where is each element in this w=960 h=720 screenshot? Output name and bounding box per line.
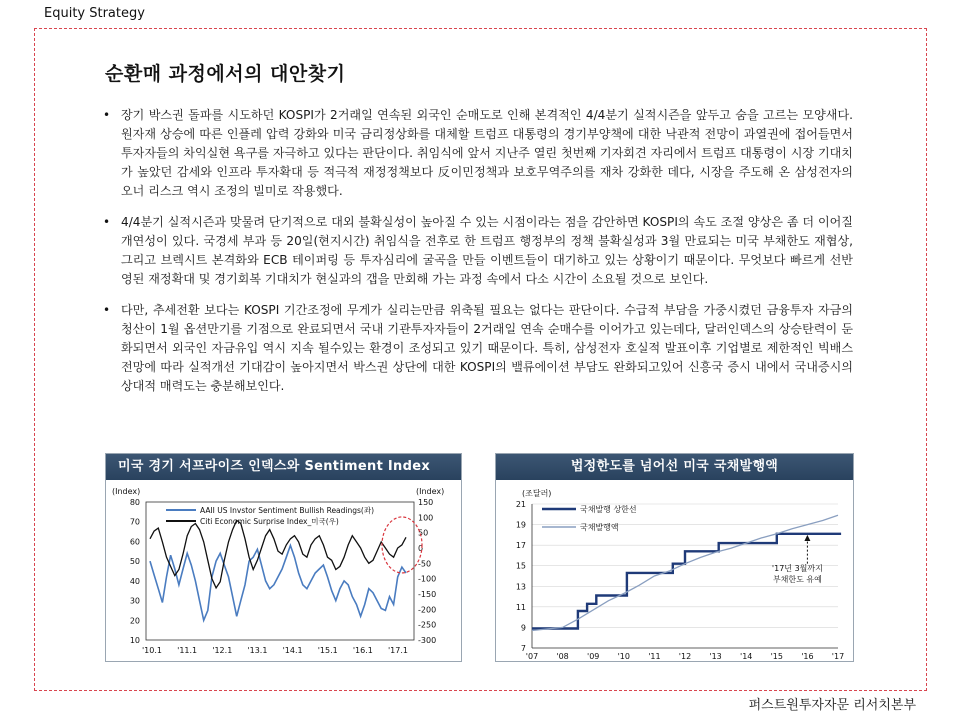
x-tick-label: '10	[617, 652, 630, 661]
x-tick-label: '11.1	[177, 646, 198, 655]
x-tick-label: '16	[801, 652, 814, 661]
figure-title: 미국 경기 서프라이즈 인덱스와 Sentiment Index	[106, 454, 461, 480]
y-tick-label: 13	[515, 582, 526, 592]
left-tick-label: 70	[129, 517, 140, 527]
bullet-item	[103, 106, 853, 201]
y-tick-label: 11	[515, 602, 526, 612]
x-tick-label: '17.1	[387, 646, 409, 655]
bullet-dot-icon: •	[103, 303, 111, 317]
figure-surprise-sentiment	[105, 453, 462, 662]
y-tick-label: 7	[520, 644, 526, 653]
bullet-dot-icon: •	[103, 215, 111, 229]
right-tick-label: -100	[418, 574, 437, 584]
left-tick-label: 30	[129, 596, 140, 606]
bullet-dot-icon: •	[103, 108, 111, 122]
legend-label: 국채발행 상한선	[580, 505, 637, 514]
y-unit-label: (조달러)	[522, 489, 552, 498]
series-line-sentiment	[150, 545, 406, 620]
left-tick-label: 50	[129, 557, 140, 567]
x-tick-label: '12	[678, 652, 692, 661]
annotation-arrow-head	[804, 535, 810, 541]
right-tick-label: -250	[418, 620, 437, 630]
bullet-item	[103, 213, 853, 289]
x-tick-label: '13.1	[247, 646, 268, 655]
bullet-text: 4/4분기 실적시즌과 맞물려 단기적으로 대외 불확실성이 높아질 수 있는 시점이라는 점을 감안하면 KOSPI의 속도 조절 양상은 좀 더 이어질 개연성이 있다. 국경세 부과 등 20일(현지시간) 취임식을 전후로 한 트럼프 행정부의 정책 불확실성과 3월 만료되는 미국 부채한도 재협상, 그리고 브렉시트 본격화와 ECB 테이퍼링 등 투자심리에 굴곡을 만들 이벤트들이 대기하고 있는 상황이기 때문이다. 무엇보다 빠르게 선반영된 재정확대 및 경기회복 기대치가 현실과의 갭을 만회해 가는 과정 속에서 다소 시간이 소요될 것으로 보인다.	[121, 215, 853, 286]
x-tick-label: '13	[709, 652, 722, 661]
y-tick-label: 17	[515, 541, 526, 551]
x-tick-label: '15.1	[317, 646, 338, 655]
annotation-text: '17년 3월까지	[771, 563, 823, 573]
bullet-list	[103, 106, 853, 408]
x-tick-label: '16.1	[352, 646, 373, 655]
right-tick-label: 150	[418, 498, 434, 507]
chart-treasury-debt	[496, 480, 853, 661]
left-tick-label: 80	[129, 498, 140, 507]
right-tick-label: 100	[418, 513, 434, 523]
x-tick-label: '11	[648, 652, 661, 661]
y-tick-label: 21	[515, 500, 526, 509]
bullet-item	[103, 301, 853, 396]
figure-title: 법정한도를 넘어선 미국 국채발행액	[496, 454, 853, 480]
left-tick-label: 40	[129, 576, 140, 586]
right-axis-label: (Index)	[416, 487, 445, 496]
bullet-text: 다만, 추세전환 보다는 KOSPI 기간조정에 무게가 실리는만큼 위축될 필요는 없다는 판단이다. 수급적 부담을 가중시켰던 금융투자 자금의 청산이 1월 옵션만기를 기점으로 완료되면서 국내 기관투자자들이 2거래일 연속 순매수를 이어가고 있는데다, 달러인덱스의 상승탄력이 둔화되면서 외국인 자금유입 역시 지속 될수있는 환경이 조성되고 있기 때문이다. 특히, 삼성전자 호실적 발표이후 기업별로 제한적인 빅배스 전망에 따라 실적개선 기대감이 높아지면서 박스권 상단에 대한 KOSPI의 밸류에이션 부담도 완화되고있어 신흥국 증시 내에서 국내증시의 상대적 매력도는 충분해보인다.	[121, 303, 853, 393]
x-tick-label: '09	[587, 652, 600, 661]
right-tick-label: -50	[418, 559, 432, 569]
chart-surprise-sentiment	[106, 480, 461, 661]
right-tick-label: -150	[418, 590, 437, 599]
x-tick-label: '15	[770, 652, 783, 661]
left-tick-label: 20	[129, 616, 140, 626]
x-tick-label: '17	[831, 652, 845, 661]
x-tick-label: '08	[556, 652, 569, 661]
x-tick-label: '14.1	[282, 646, 303, 655]
left-tick-label: 60	[129, 537, 140, 547]
x-tick-label: '07	[525, 652, 539, 661]
y-tick-label: 9	[520, 623, 526, 633]
legend-label: Citi Economic Surprise Index_미국(우)	[200, 517, 339, 526]
footer-source: 퍼스트원투자자문 리서치본부	[748, 698, 916, 713]
right-tick-label: 50	[418, 528, 429, 538]
y-tick-label: 15	[515, 561, 526, 571]
right-tick-label: -200	[418, 605, 437, 615]
x-tick-label: '10.1	[141, 646, 163, 655]
x-tick-label: '12.1	[212, 646, 233, 655]
bullet-text: 장기 박스권 돌파를 시도하던 KOSPI가 2거래일 연속된 외국인 순매도로 인해 본격적인 4/4분기 실적시즌을 앞두고 숨을 고르는 모양새다. 원자재 상승에 따른 인플레 압력 강화와 미국 금리정상화를 대체할 트럼프 대통령의 경기부양책에 대한 낙관적 전망이 과열권에 접어들면서 투자자들의 차익실현 욕구를 자극하고 있다는 판단이다. 취임식에 앞서 지난주 열린 첫번째 기자회견 자리에서 트럼프 대통령이 시장 기대치가 높았던 감세와 인프라 투자확대 등 적극적 재정정책보다 反이민정책과 보호무역주의를 재차 강화한 데다, 시장을 주도해 온 삼성전자의 오너 리스크 역시 조정의 빌미로 작용했다.	[121, 108, 853, 198]
y-tick-label: 19	[515, 520, 526, 530]
right-tick-label: -300	[418, 636, 437, 645]
page-title: 순환매 과정에서의 대안찾기	[105, 63, 346, 85]
annotation-text: 부채한도 유예	[772, 574, 822, 584]
left-tick-label: 10	[129, 636, 140, 645]
right-tick-label: 0	[418, 544, 424, 553]
left-axis-label: (Index)	[112, 487, 141, 496]
section-label: Equity Strategy	[44, 6, 145, 21]
figure-treasury-debt	[495, 453, 854, 662]
x-tick-label: '14	[740, 652, 753, 661]
legend-label: AAII US Invstor Sentiment Bullish Readings(좌)	[200, 506, 375, 515]
legend-label: 국채발행액	[580, 523, 619, 532]
